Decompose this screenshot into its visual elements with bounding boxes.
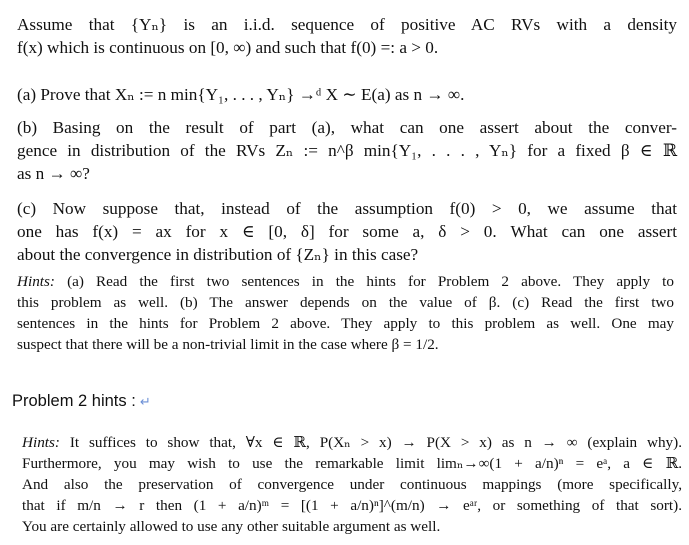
hints-line-1-text: (a) Read the first two sentences in the hints for Problem 2 above. They apply to: [67, 273, 674, 290]
hints-line-4: suspect that there will be a non-trivial limit in the case where β = 1/2.: [17, 336, 439, 353]
problem2-hints-line-4: that if m/n → r then (1 + a/n)ᵐ = [(1 + a/n)ⁿ]^(m/n) → eᵃʳ, or something of that sort).: [22, 497, 682, 514]
hints-line-1: [17, 272, 674, 291]
hints-line-3: sentences in the hints for Problem 2 above. They apply to this problem as well. One may: [17, 315, 674, 332]
part-b-line-3: as n → ∞?: [17, 164, 90, 183]
part-c-line-2: one has f(x) = ax for x ∈ [0, δ] for some a, δ > 0. What can one assert: [17, 222, 677, 241]
problem2-hints-line-3: And also the preservation of convergence under continuous mappings (more specifically,: [22, 476, 682, 493]
problem2-hints-line-1-text: It suffices to show that, ∀x ∈ ℝ, P(Xₙ > x) → P(X > x) as n → ∞ (explain why).: [69, 434, 683, 451]
part-c-line-3: about the convergence in distribution of {Zₙ} in this case?: [17, 245, 419, 264]
part-c-line-1: (c) Now suppose that, instead of the assumption f(0) > 0, we assume that: [17, 199, 677, 218]
problem2-hints-line-5: You are certainly allowed to use any other suitable argument as well.: [22, 518, 441, 535]
problem2-heading: [12, 392, 151, 411]
intro-line-2: f(x) which is continuous on [0, ∞) and such that f(0) =: a > 0.: [17, 38, 439, 57]
part-a: (a) Prove that Xₙ := n min{Y₁, . . . , Yₙ} →ᵈ X ∼ E(a) as n → ∞.: [17, 85, 465, 104]
return-arrow-icon: ↵: [139, 394, 151, 409]
problem2-hints-line-2: Furthermore, you may wish to use the remarkable limit limₙ→∞(1 + a/n)ⁿ = eᵃ, a ∈ ℝ.: [22, 455, 682, 472]
hints-label: Hints:: [17, 273, 55, 290]
problem2-hints-line-1: [22, 433, 682, 452]
part-b-line-2: gence in distribution of the RVs Zₙ := n^β min{Y₁, . . . , Yₙ} for a fixed β ∈ ℝ: [17, 141, 677, 160]
problem2-heading-text: Problem 2 hints :: [12, 392, 136, 410]
part-b-line-1: (b) Basing on the result of part (a), what can one assert about the conver-: [17, 118, 677, 137]
hints-line-2: this problem as well. (b) The answer depends on the value of β. (c) Read the first two: [17, 294, 674, 311]
problem2-hints-label: Hints:: [22, 434, 60, 451]
intro-line-1: Assume that {Yₙ} is an i.i.d. sequence of positive AC RVs with a density: [17, 15, 677, 34]
